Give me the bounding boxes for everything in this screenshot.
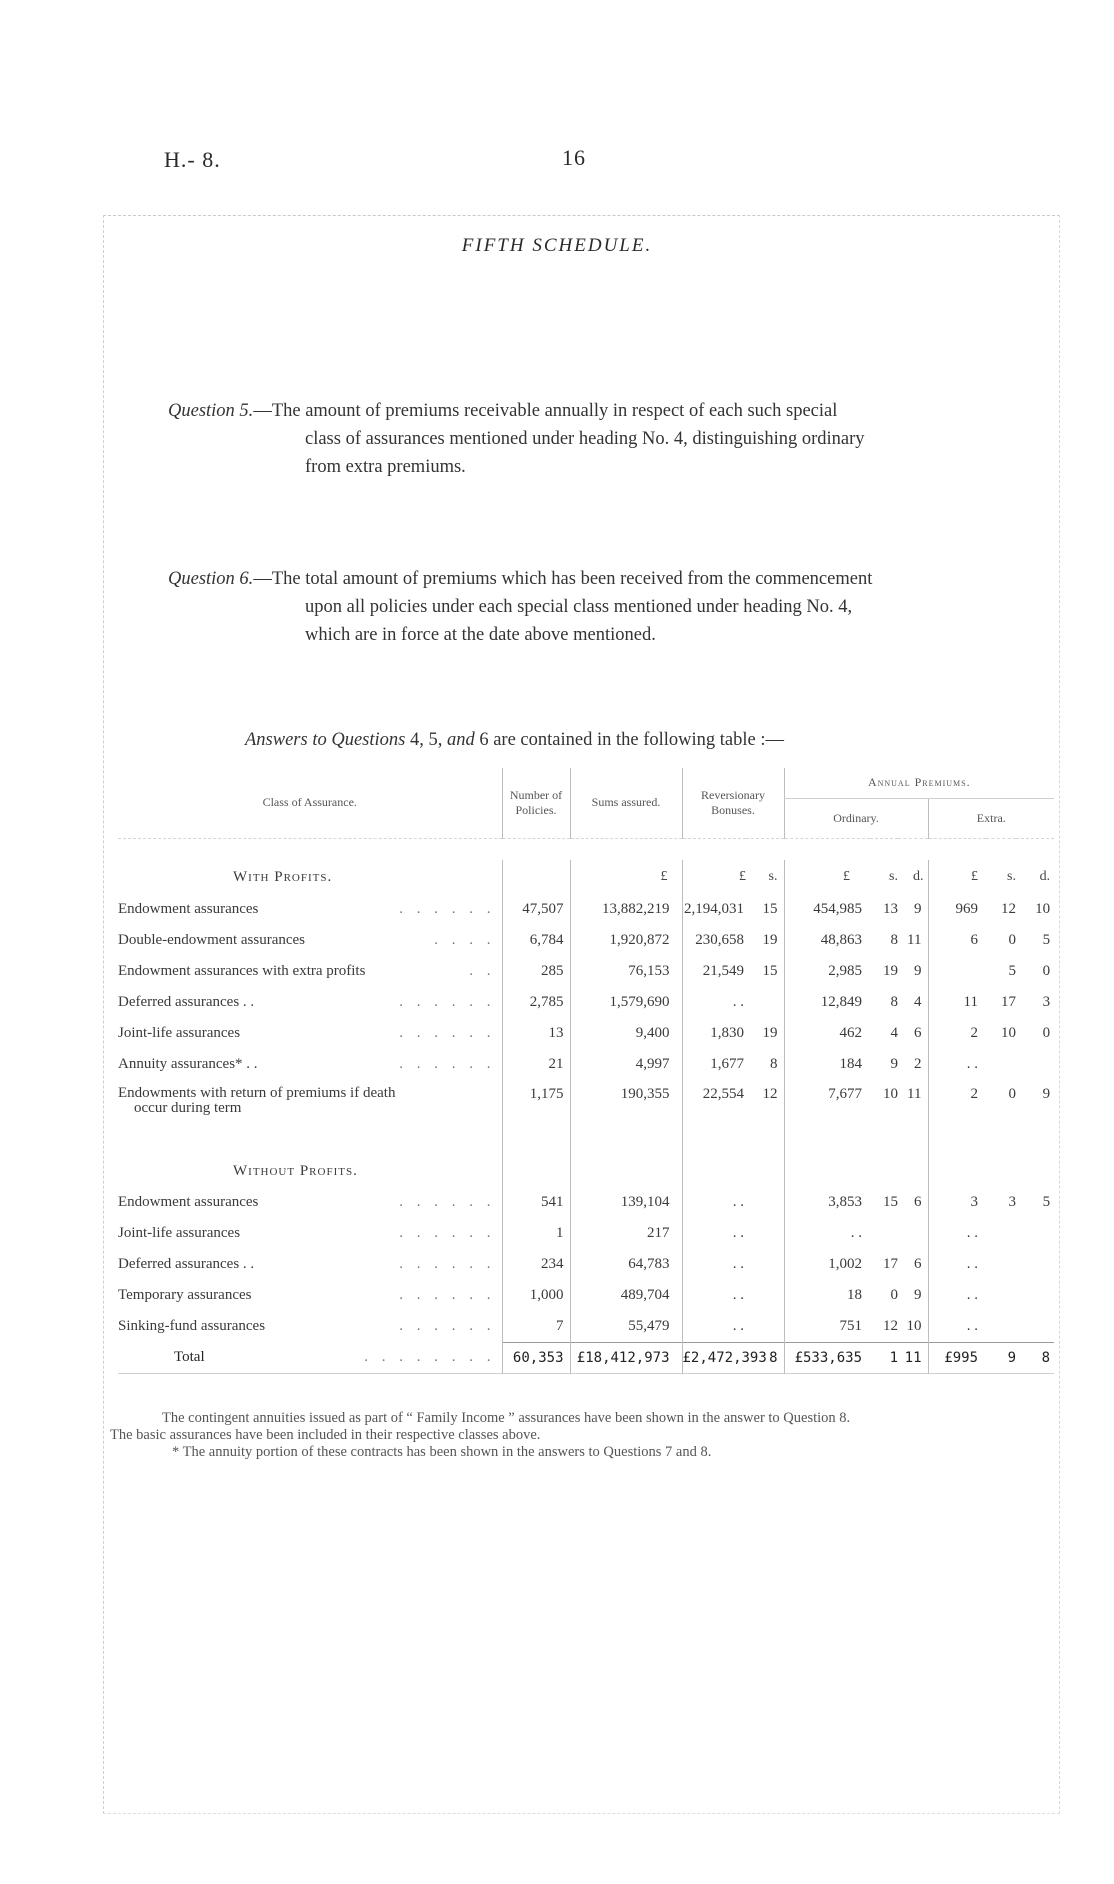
without-profits-row-2-ord-s: 17 bbox=[883, 1256, 898, 1272]
with-profits-row-1-policies: 6,784 bbox=[502, 925, 570, 956]
with-profits-row-3-ord-s: 8 bbox=[890, 994, 898, 1010]
without-profits-row-4-ext-d bbox=[1016, 1311, 1054, 1343]
without-profits-row-0-ord-pounds: 3,853 bbox=[784, 1187, 870, 1218]
with-profits-row-5-ord-s: 9 bbox=[890, 1056, 898, 1072]
without-profits-row-3-leader-dots: . . . . . . bbox=[399, 1287, 496, 1303]
without-profits-row-4-label-text: Sinking-fund assurances bbox=[118, 1318, 266, 1335]
with-profits-row-3-leader-dots: . . . . . . bbox=[399, 994, 496, 1010]
question-5-line3: from extra premiums. bbox=[305, 457, 466, 477]
section-without-profits: Without Profits. bbox=[233, 1163, 358, 1179]
with-profits-row-6-line2: occur during term bbox=[134, 1100, 242, 1116]
with-profits-row-3-ext-s: 17 bbox=[1001, 994, 1016, 1010]
without-profits-row-3-ord-s: 0 bbox=[890, 1287, 898, 1303]
header-number: Number of Policies. bbox=[502, 768, 570, 838]
with-profits-row-2-leader-dots: . . bbox=[469, 963, 496, 979]
with-profits-row-1-ord-d: 11 bbox=[907, 932, 922, 948]
table-row bbox=[118, 1080, 1054, 1128]
with-profits-row-0-ord-s: 13 bbox=[883, 901, 898, 917]
question-6 bbox=[168, 565, 872, 649]
with-profits-row-3-label bbox=[118, 987, 502, 1018]
unit-d-ext: d. bbox=[1039, 869, 1051, 884]
with-profits-row-6-line1: Endowments with return of premiums if death bbox=[118, 1085, 396, 1101]
with-profits-row-1-ext-pounds: 6 bbox=[928, 925, 986, 956]
with-profits-row-5-label-text: Annuity assurances* . . bbox=[118, 1056, 258, 1072]
unit-pound-ext: £ bbox=[928, 860, 986, 894]
without-profits-row-2-ext-s bbox=[986, 1249, 1016, 1280]
header-divider bbox=[118, 838, 1054, 860]
with-profits-row-0-ord-d: 9 bbox=[914, 901, 922, 917]
header-reversionary: Reversionary Bonuses. bbox=[682, 768, 784, 838]
table-row bbox=[118, 1249, 1054, 1280]
without-profits-row-1-sums: 217 bbox=[570, 1218, 682, 1249]
with-profits-row-5-bonus-pounds: 1,677 bbox=[682, 1049, 746, 1080]
with-profits-row-2-policies: 285 bbox=[502, 956, 570, 987]
total-label bbox=[118, 1343, 502, 1374]
with-profits-row-0-leader-dots: . . . . . . bbox=[399, 901, 496, 917]
table-row bbox=[118, 1187, 1054, 1218]
unit-s-rev: s. bbox=[768, 869, 778, 884]
without-profits-row-4-policies: 7 bbox=[502, 1311, 570, 1343]
with-profits-row-0-label-text: Endowment assurances bbox=[118, 901, 259, 917]
question-6-line1: —The total amount of premiums which has been received from the commencement bbox=[253, 569, 873, 589]
footnote-2: The basic assurances have been included in their respective classes above. bbox=[110, 1427, 541, 1443]
with-profits-row-3-ext-pounds: 11 bbox=[928, 987, 986, 1018]
premiums-table bbox=[118, 768, 1054, 1386]
with-profits-row-4-ord-s: 4 bbox=[890, 1025, 898, 1041]
table-row bbox=[118, 987, 1054, 1018]
with-profits-row-6-ext-s: 0 bbox=[1008, 1086, 1016, 1102]
without-profits-row-1-bonus-s bbox=[746, 1218, 784, 1249]
without-profits-row-1-ext-s bbox=[986, 1218, 1016, 1249]
without-profits-row-3-ext-d bbox=[1016, 1280, 1054, 1311]
with-profits-row-1-sums: 1,920,872 bbox=[570, 925, 682, 956]
total-ext-pounds: £995 bbox=[928, 1343, 986, 1374]
without-profits-row-4-label bbox=[118, 1311, 502, 1343]
without-profits-row-2-bonus-s bbox=[746, 1249, 784, 1280]
with-profits-row-1-label-text: Double-endowment assurances bbox=[118, 932, 306, 948]
without-profits-row-1-ext-pounds: . . bbox=[928, 1218, 986, 1249]
without-profits-row-1-label-text: Joint-life assurances bbox=[118, 1225, 241, 1241]
with-profits-row-5-sums: 4,997 bbox=[570, 1049, 682, 1080]
without-profits-row-2-ord-d: 6 bbox=[914, 1256, 922, 1272]
with-profits-row-3-sums: 1,579,690 bbox=[570, 987, 682, 1018]
table-row bbox=[118, 1049, 1054, 1080]
footnote-1: The contingent annuities issued as part of “ Family Income ” assurances have been shown in the answer to Question 8. bbox=[162, 1410, 851, 1426]
with-profits-row-5-label bbox=[118, 1049, 502, 1080]
without-profits-row-1-label bbox=[118, 1218, 502, 1249]
total-ext-d: 8 bbox=[1016, 1343, 1054, 1374]
with-profits-row-4-sums: 9,400 bbox=[570, 1018, 682, 1049]
without-profits-row-4-sums: 55,479 bbox=[570, 1311, 682, 1343]
document-code: H.- 8. bbox=[164, 147, 221, 172]
table-row bbox=[118, 894, 1054, 925]
with-profits-row-4-bonus-pounds: 1,830 bbox=[682, 1018, 746, 1049]
header-extra: Extra. bbox=[928, 798, 1054, 838]
with-profits-row-2-bonus-pounds: 21,549 bbox=[682, 956, 746, 987]
with-profits-row-5-ext-pounds: . . bbox=[928, 1049, 986, 1080]
without-profits-row-1-leader-dots: . . . . . . bbox=[399, 1225, 496, 1241]
without-profits-row-2-label-text: Deferred assurances . . bbox=[118, 1256, 255, 1272]
with-profits-row-2-ord-d: 9 bbox=[914, 963, 922, 979]
with-profits-row-5-ord-d: 2 bbox=[914, 1056, 922, 1072]
without-profits-row-3-label bbox=[118, 1280, 502, 1311]
without-profits-row-0-sums: 139,104 bbox=[570, 1187, 682, 1218]
with-profits-row-2-ext-pounds bbox=[928, 956, 986, 987]
without-profits-row-3-ext-s bbox=[986, 1280, 1016, 1311]
with-profits-row-3-policies: 2,785 bbox=[502, 987, 570, 1018]
without-profits-row-1-policies: 1 bbox=[502, 1218, 570, 1249]
without-profits-row-0-ext-d: 5 bbox=[1042, 1194, 1051, 1210]
unit-pound-sums: £ bbox=[570, 860, 682, 894]
intro-italic: Answers to Questions bbox=[245, 730, 406, 750]
total-sums: £18,412,973 bbox=[570, 1343, 682, 1374]
table-row bbox=[118, 1280, 1054, 1311]
with-profits-row-3-label-text: Deferred assurances . . bbox=[118, 994, 255, 1010]
with-profits-row-0-ord-pounds: 454,985 bbox=[784, 894, 870, 925]
total-bonus-pounds: £2,472,393 bbox=[682, 1343, 746, 1374]
with-profits-row-2-ord-pounds: 2,985 bbox=[784, 956, 870, 987]
with-profits-row-1-label bbox=[118, 925, 502, 956]
without-profits-row-1-ord-pounds: . . bbox=[784, 1218, 870, 1249]
total-bonus-s: 8 bbox=[746, 1343, 784, 1374]
intro-and: and bbox=[446, 730, 475, 750]
without-profits-row-0-label bbox=[118, 1187, 502, 1218]
total-label-text: Total bbox=[174, 1349, 205, 1366]
unit-pound-rev: £ bbox=[682, 860, 746, 894]
question-5-line2: class of assurances mentioned under heading No. 4, distinguishing ordinary bbox=[305, 429, 865, 449]
with-profits-row-6-policies: 1,175 bbox=[502, 1080, 570, 1128]
with-profits-row-6-ext-d: 9 bbox=[1042, 1086, 1051, 1102]
with-profits-row-1-ext-s: 0 bbox=[1008, 932, 1016, 948]
total-policies: 60,353 bbox=[502, 1343, 570, 1374]
without-profits-row-2-leader-dots: . . . . . . bbox=[399, 1256, 496, 1272]
table-row bbox=[118, 1218, 1054, 1249]
without-profits-row-4-bonus-pounds: . . bbox=[682, 1311, 746, 1343]
footnote-3: * The annuity portion of these contracts has been shown in the answers to Questions 7 and 8. bbox=[172, 1444, 712, 1460]
without-profits-row-2-ord-pounds: 1,002 bbox=[784, 1249, 870, 1280]
with-profits-row-1-ext-d: 5 bbox=[1042, 932, 1051, 948]
with-profits-row-5-bonus-s: 8 bbox=[770, 1056, 778, 1072]
with-profits-row-1-bonus-pounds: 230,658 bbox=[682, 925, 746, 956]
table-row bbox=[118, 956, 1054, 987]
with-profits-row-2-ext-d: 0 bbox=[1042, 963, 1051, 979]
with-profits-row-0-ext-d: 10 bbox=[1035, 901, 1051, 917]
with-profits-row-4-policies: 13 bbox=[502, 1018, 570, 1049]
header-class: Class of Assurance. bbox=[262, 795, 357, 810]
without-profits-row-0-leader-dots: . . . . . . bbox=[399, 1194, 496, 1210]
without-profits-row-2-label bbox=[118, 1249, 502, 1280]
with-profits-row-4-ext-s: 10 bbox=[1001, 1025, 1016, 1041]
question-6-line3: which are in force at the date above mentioned. bbox=[305, 625, 656, 645]
with-profits-row-6-ord-d: 11 bbox=[907, 1086, 922, 1102]
without-profits-row-3-ord-pounds: 18 bbox=[784, 1280, 870, 1311]
with-profits-row-4-ord-d: 6 bbox=[914, 1025, 922, 1041]
without-profits-row-1-ord-s bbox=[870, 1218, 898, 1249]
with-profits-row-3-bonus-pounds: . . bbox=[682, 987, 746, 1018]
without-profits-row-2-ext-pounds: . . bbox=[928, 1249, 986, 1280]
with-profits-row-3-bonus-s bbox=[746, 987, 784, 1018]
without-profits-row-3-ext-pounds: . . bbox=[928, 1280, 986, 1311]
question-5 bbox=[168, 397, 865, 481]
header-annual-premiums: Annual Premiums. bbox=[784, 768, 1054, 798]
with-profits-row-1-bonus-s: 19 bbox=[762, 932, 778, 948]
total-ext-s: 9 bbox=[986, 1343, 1016, 1374]
unit-s-ext: s. bbox=[1007, 869, 1016, 884]
without-profits-row-4-ord-d: 10 bbox=[906, 1318, 922, 1334]
with-profits-row-5-ord-pounds: 184 bbox=[784, 1049, 870, 1080]
with-profits-row-6-ext-pounds: 2 bbox=[928, 1080, 986, 1128]
with-profits-row-2-bonus-s: 15 bbox=[762, 963, 778, 979]
intro-mid: 4, 5, bbox=[409, 730, 443, 750]
question-5-label: Question 5. bbox=[168, 401, 254, 421]
question-6-line2: upon all policies under each special class mentioned under heading No. 4, bbox=[305, 597, 853, 617]
without-profits-row-2-ext-d bbox=[1016, 1249, 1054, 1280]
with-profits-row-2-ord-s: 19 bbox=[883, 963, 898, 979]
without-profits-row-1-bonus-pounds: . . bbox=[682, 1218, 746, 1249]
question-5-line1: —The amount of premiums receivable annually in respect of each such special bbox=[253, 401, 838, 421]
without-profits-row-3-label-text: Temporary assurances bbox=[118, 1287, 252, 1303]
table-row bbox=[118, 1018, 1054, 1049]
without-profits-row-3-sums: 489,704 bbox=[570, 1280, 682, 1311]
without-profits-row-0-policies: 541 bbox=[502, 1187, 570, 1218]
total-ord-d: 11 bbox=[898, 1343, 928, 1374]
table-intro bbox=[245, 730, 784, 751]
without-profits-row-4-bonus-s bbox=[746, 1311, 784, 1343]
without-profits-row-1-ord-d bbox=[898, 1218, 928, 1249]
without-profits-row-3-bonus-s bbox=[746, 1280, 784, 1311]
section-with-profits: With Profits. bbox=[233, 868, 333, 885]
with-profits-row-4-label bbox=[118, 1018, 502, 1049]
with-profits-row-1-leader-dots: . . . . bbox=[434, 932, 496, 948]
without-profits-row-3-ord-d: 9 bbox=[914, 1287, 922, 1303]
with-profits-row-0-policies: 47,507 bbox=[502, 894, 570, 925]
with-profits-row-0-label bbox=[118, 894, 502, 925]
with-profits-row-5-ext-s bbox=[986, 1049, 1016, 1080]
without-profits-row-0-ord-d: 6 bbox=[914, 1194, 922, 1210]
total-ord-pounds: £533,635 bbox=[784, 1343, 870, 1374]
with-profits-row-6-bonus-pounds: 22,554 bbox=[682, 1080, 746, 1128]
with-profits-row-6-ord-s: 10 bbox=[883, 1086, 898, 1102]
without-profits-row-2-bonus-pounds: . . bbox=[682, 1249, 746, 1280]
unit-pound-ord: £ bbox=[784, 860, 870, 894]
intro-rest: 6 are contained in the following table :— bbox=[479, 730, 784, 750]
table-row bbox=[118, 1311, 1054, 1343]
total-leader-dots: . . . . . . . . bbox=[364, 1349, 496, 1366]
with-profits-row-3-ord-d: 4 bbox=[914, 994, 922, 1010]
unit-s-ord: s. bbox=[889, 869, 898, 884]
with-profits-row-6-sums: 190,355 bbox=[570, 1080, 682, 1128]
without-profits-row-0-label-text: Endowment assurances bbox=[118, 1194, 259, 1210]
with-profits-row-0-ext-s: 12 bbox=[1001, 901, 1016, 917]
without-profits-row-1-ext-d bbox=[1016, 1218, 1054, 1249]
without-profits-row-4-ord-s: 12 bbox=[883, 1318, 898, 1334]
with-profits-row-5-ext-d bbox=[1016, 1049, 1054, 1080]
with-profits-row-1-ord-pounds: 48,863 bbox=[784, 925, 870, 956]
without-profits-row-2-policies: 234 bbox=[502, 1249, 570, 1280]
without-profits-row-0-ext-pounds: 3 bbox=[928, 1187, 986, 1218]
without-profits-row-2-sums: 64,783 bbox=[570, 1249, 682, 1280]
without-profits-row-4-ord-pounds: 751 bbox=[784, 1311, 870, 1343]
with-profits-row-1-ord-s: 8 bbox=[890, 932, 898, 948]
with-profits-row-0-bonus-s: 15 bbox=[762, 901, 778, 917]
total-row bbox=[118, 1343, 1054, 1374]
with-profits-row-2-label bbox=[118, 956, 502, 987]
without-profits-row-3-policies: 1,000 bbox=[502, 1280, 570, 1311]
with-profits-row-4-ext-pounds: 2 bbox=[928, 1018, 986, 1049]
with-profits-row-4-label-text: Joint-life assurances bbox=[118, 1025, 241, 1041]
with-profits-row-2-sums: 76,153 bbox=[570, 956, 682, 987]
without-profits-row-4-leader-dots: . . . . . . bbox=[399, 1318, 496, 1335]
without-profits-row-0-bonus-pounds: . . bbox=[682, 1187, 746, 1218]
header-ordinary: Ordinary. bbox=[784, 798, 928, 838]
with-profits-row-4-leader-dots: . . . . . . bbox=[399, 1025, 496, 1041]
with-profits-row-2-ext-s: 5 bbox=[1008, 963, 1016, 979]
with-profits-row-3-ord-pounds: 12,849 bbox=[784, 987, 870, 1018]
with-profits-row-3-ext-d: 3 bbox=[1042, 994, 1051, 1010]
with-profits-row-6-label bbox=[118, 1080, 502, 1128]
without-profits-row-0-ext-s: 3 bbox=[1008, 1194, 1016, 1210]
with-profits-row-6-ord-pounds: 7,677 bbox=[784, 1080, 870, 1128]
without-profits-row-4-ext-s bbox=[986, 1311, 1016, 1343]
without-profits-row-0-ord-s: 15 bbox=[883, 1194, 898, 1210]
with-profits-row-0-ext-pounds: 969 bbox=[928, 894, 986, 925]
without-profits-row-4-ext-pounds: . . bbox=[928, 1311, 986, 1343]
unit-d-ord: d. bbox=[913, 869, 924, 884]
with-profits-row-6-bonus-s: 12 bbox=[762, 1086, 778, 1102]
with-profits-row-4-ext-d: 0 bbox=[1042, 1025, 1051, 1041]
question-6-label: Question 6. bbox=[168, 569, 254, 589]
with-profits-row-0-bonus-pounds: 2,194,031 bbox=[682, 894, 746, 925]
header-sums: Sums assured. bbox=[570, 768, 682, 838]
without-profits-row-3-bonus-pounds: . . bbox=[682, 1280, 746, 1311]
without-profits-row-0-bonus-s bbox=[746, 1187, 784, 1218]
with-profits-row-0-sums: 13,882,219 bbox=[570, 894, 682, 925]
with-profits-row-5-policies: 21 bbox=[502, 1049, 570, 1080]
with-profits-row-2-label-text: Endowment assurances with extra profits bbox=[118, 963, 366, 979]
schedule-title: FIFTH SCHEDULE. bbox=[461, 235, 653, 256]
page-number: 16 bbox=[562, 145, 586, 170]
with-profits-row-5-leader-dots: . . . . . . bbox=[399, 1056, 496, 1072]
footnotes bbox=[110, 1410, 1060, 1461]
with-profits-row-4-ord-pounds: 462 bbox=[784, 1018, 870, 1049]
total-ord-s: 1 bbox=[870, 1343, 898, 1374]
with-profits-row-4-bonus-s: 19 bbox=[762, 1025, 778, 1041]
table-row bbox=[118, 925, 1054, 956]
